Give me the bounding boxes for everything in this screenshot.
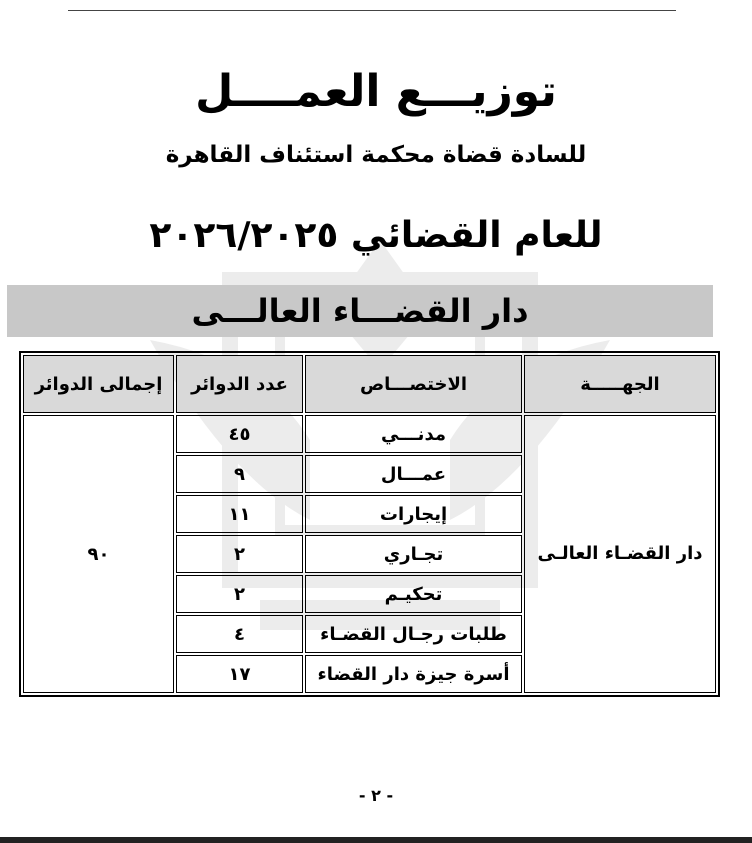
section-banner: دار القضـــاء العالـــى — [7, 285, 713, 337]
page-subtitle: للسادة قضاة محكمة استئناف القاهرة — [165, 142, 587, 168]
count-cell: ٤ — [176, 615, 303, 653]
header-specialty: الاختصـــاص — [305, 355, 522, 413]
count-cell: ٢ — [176, 575, 303, 613]
count-cell: ٤٥ — [176, 415, 303, 453]
specialty-cell: طلبات رجـال القضـاء — [305, 615, 522, 653]
page-number: - ٢ - — [358, 786, 394, 805]
header-department: الجهـــــة — [524, 355, 716, 413]
specialty-cell: مدنـــي — [305, 415, 522, 453]
circuits-table — [19, 351, 720, 697]
count-cell: ١٧ — [176, 655, 303, 693]
total-cell: ٩٠ — [23, 415, 174, 693]
specialty-cell: عمـــال — [305, 455, 522, 493]
table-row — [23, 415, 716, 453]
header-total: إجمالى الدوائر — [23, 355, 174, 413]
specialty-cell: تحكيـم — [305, 575, 522, 613]
specialty-cell: تجـاري — [305, 535, 522, 573]
page-title: توزيـــع العمــــل — [195, 66, 557, 117]
bottom-bar — [0, 837, 752, 843]
top-rule — [68, 10, 676, 11]
department-cell: دار القضـاء العالـى — [524, 415, 716, 693]
count-cell: ٩ — [176, 455, 303, 493]
specialty-cell: أسرة جيزة دار القضاء — [305, 655, 522, 693]
judicial-year: للعام القضائي ٢٠٢٦/٢٠٢٥ — [149, 215, 603, 256]
specialty-cell: إيجارات — [305, 495, 522, 533]
table-header-row — [23, 355, 716, 413]
count-cell: ١١ — [176, 495, 303, 533]
count-cell: ٢ — [176, 535, 303, 573]
header-circuit-count: عدد الدوائر — [176, 355, 303, 413]
